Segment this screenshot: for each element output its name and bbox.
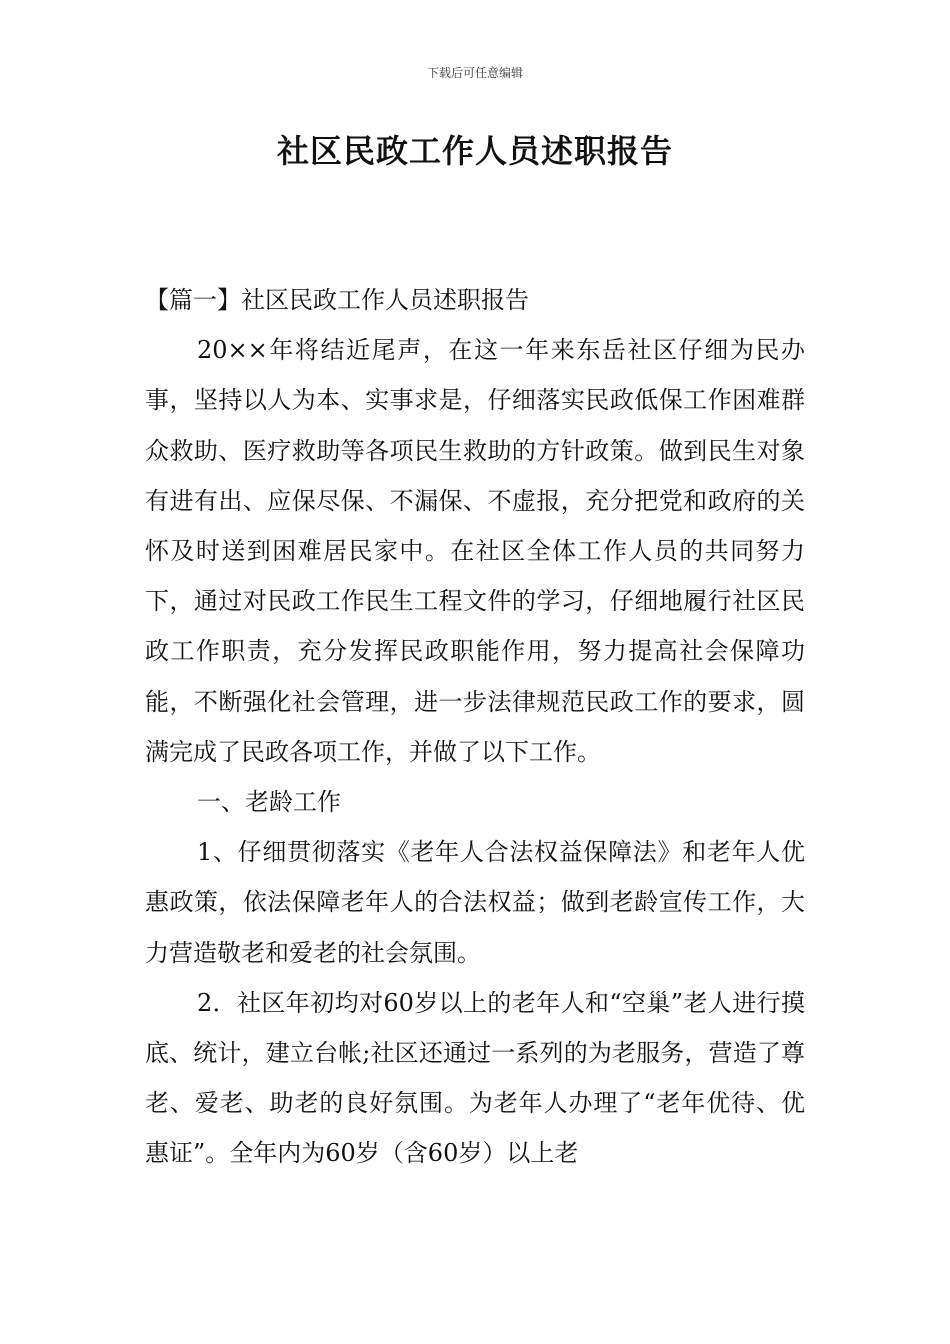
intro-paragraph: 20××年将结近尾声，在这一年来东岳社区仔细为民办事，坚持以人为本、实事求是，仔细落实民政低保工作困难群众救助、医疗救助等各项民生救助的方针政策。做到民生对象有进有出、应保尽保、不漏保、不虚报，充分把党和政府的关怀及时送到困难居民家中。在社区全体工作人员的共同努力下，通过对民政工作民生工程文件的学习，仔细地履行社区民政工作职责，充分发挥民政职能作用，努力提高社会保障功能，不断强化社会管理，进一步法律规范民政工作的要求，圆满完成了民政各项工作，并做了以下工作。 — [145, 336, 805, 766]
document-title: 社区民政工作人员述职报告 — [276, 132, 673, 170]
subheading-elderly-work: 一、老龄工作 — [197, 788, 341, 817]
header-note: 下载后可任意编辑 — [426, 66, 523, 80]
section-heading: 【篇一】社区民政工作人员述职报告 — [145, 286, 529, 314]
item-1-paragraph: 1、仔细贯彻落实《老年人合法权益保障法》和老年人优惠政策，依法保障老年人的合法权益；做到老龄宣传工作，大力营造敬老和爱老的社会氛围。 — [145, 838, 805, 967]
document-body — [145, 275, 805, 1179]
item-2-paragraph: 2．社区年初均对60岁以上的老年人和“空巢”老人进行摸底、统计，建立台帐;社区还通过一系列的为老服务，营造了尊老、爱老、助老的良好氛围。为老年人办理了“老年优待、优惠证”。全年内为60岁（含60岁）以上老 — [145, 988, 805, 1168]
